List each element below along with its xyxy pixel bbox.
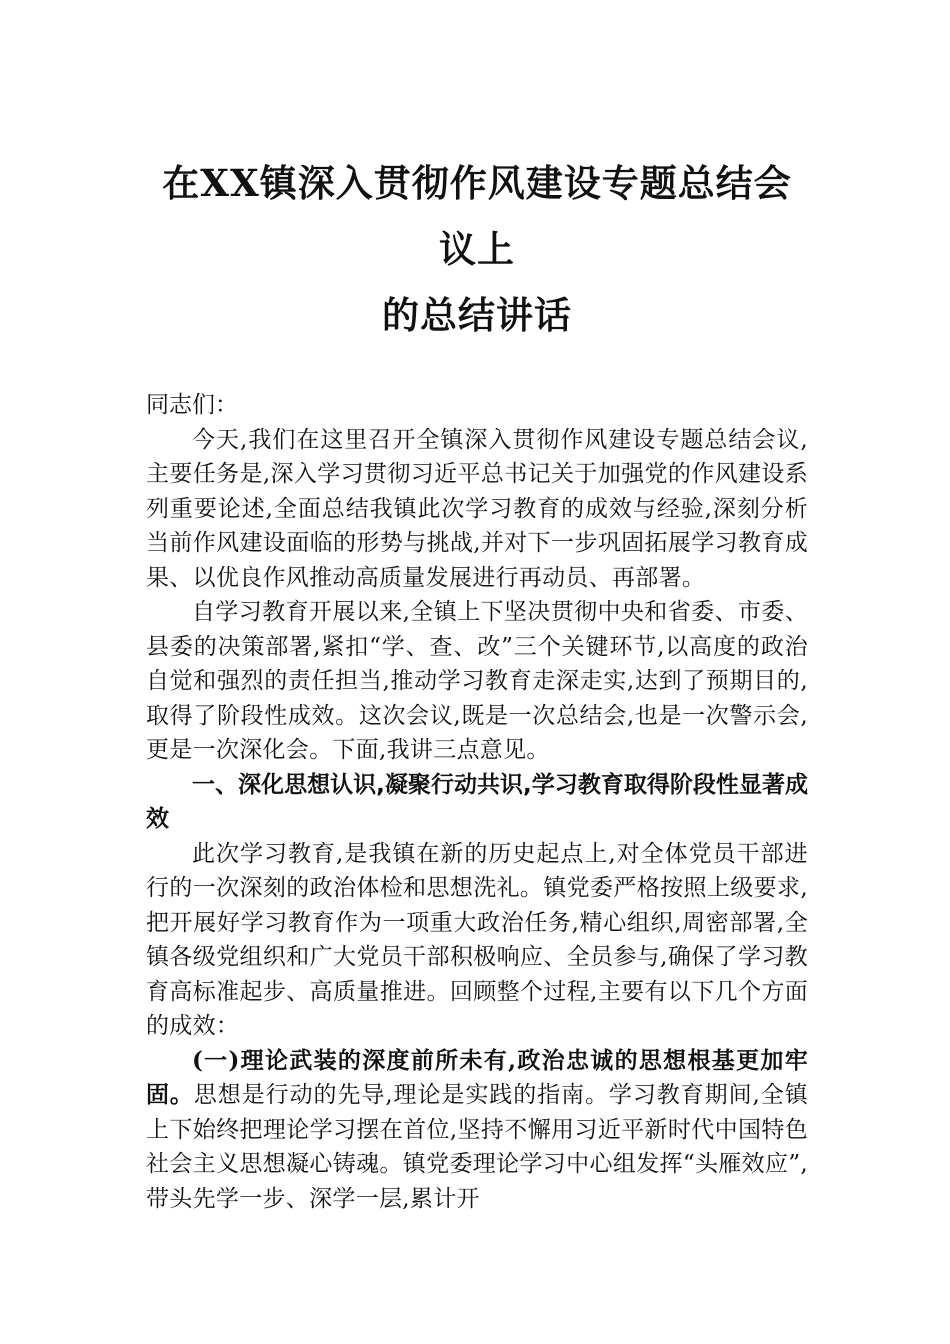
paragraph-opening: 今天,我们在这里召开全镇深入贯彻作风建设专题总结会议,主要任务是,深入学习贯彻习近平总书记关于加强党的作风建设系列重要论述,全面总结我镇此次学习教育的成效与经验,深刻分析当前作风建设面临的形势与挑战,并对下一步巩固拓展学习教育成果、以优良作风推动高质量发展进行再动员、再部署。 <box>146 426 808 591</box>
title-line-2: 的总结讲话 <box>382 293 572 337</box>
paragraph-progress: 自学习教育开展以来,全镇上下坚决贯彻中央和省委、市委、县委的决策部署,紧扣“学、查、改”三个关键环节,以高度的政治自觉和强烈的责任担当,推动学习教育走深走实,达到了预期目的,取得了阶段性成效。这次会议,既是一次总结会,也是一次警示会,更是一次深化会。下面,我讲三点意见。 <box>146 599 808 763</box>
paragraph-overview: 此次学习教育,是我镇在新的历史起点上,对全体党员干部进行的一次深刻的政治体检和思想洗礼。镇党委严格按照上级要求,把开展好学习教育作为一项重大政治任务,精心组织,周密部署,全镇各级党组织和广大党员干部积极响应、全员参与,确保了学习教育高标准起步、高质量推进。回顾整个过程,主要有以下几个方面的成效： <box>146 840 808 1039</box>
subheading-theory: (一)理论武装的深度前所未有,政治忠诚的思想根基更加牢固。 <box>146 1046 808 1108</box>
title-line-1: 在XX镇深入贯彻作风建设专题总结会议上 <box>162 161 792 271</box>
section-heading-1: 一、深化思想认识,凝聚行动共识,学习教育取得阶段性显著成效 <box>146 771 808 832</box>
salutation: 同志们： <box>146 392 238 418</box>
paragraph-theory <box>146 1044 808 1217</box>
document-page <box>146 150 808 1216</box>
paragraph-theory-body: 思想是行动的先导,理论是实践的指南。学习教育期间,全镇上下始终把理论学习摆在首位,坚持不懈用习近平新时代中国特色社会主义思想凝心铸魂。镇党委理论学习中心组发挥“头雁效应”,带头先学一步、深学一层,累计开 <box>146 1082 808 1212</box>
document-title <box>146 150 808 348</box>
